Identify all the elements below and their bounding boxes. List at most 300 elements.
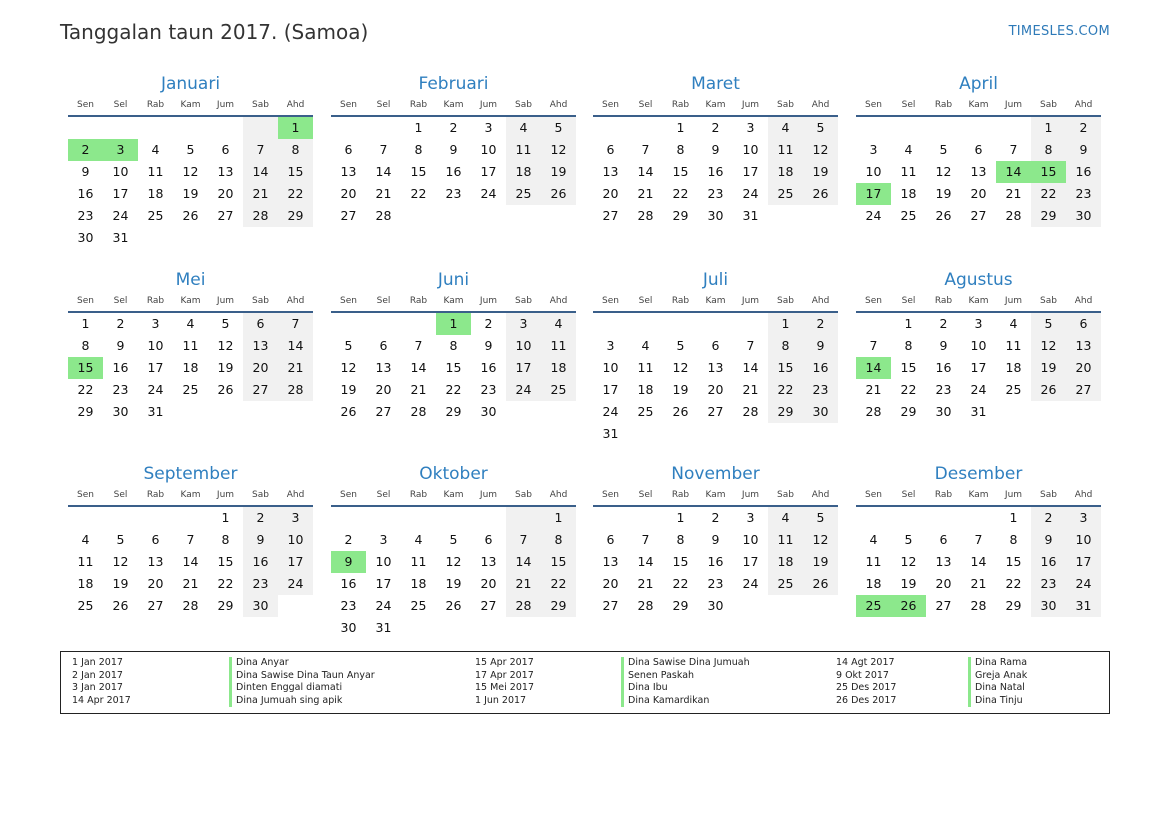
legend-date: 14 Apr 2017 — [72, 694, 131, 706]
day-cell: 6 — [484, 532, 493, 547]
day-cell: 22 — [410, 186, 427, 201]
day-cell: 11 — [768, 139, 803, 161]
weekday-header: Sab — [1031, 95, 1066, 117]
empty-cell — [628, 507, 663, 529]
day-cell: 23 — [1066, 183, 1101, 205]
weekday-header: Rab — [401, 95, 436, 117]
weekday-header: Rab — [926, 95, 961, 117]
weekday-header: Sen — [331, 95, 366, 117]
empty-cell — [366, 117, 401, 139]
day-cell: 12 — [541, 139, 576, 161]
weekday-header: Kam — [698, 95, 733, 117]
day-cell: 2 — [449, 120, 458, 135]
day-cell: 16 — [803, 357, 838, 379]
day-cell: 11 — [541, 335, 576, 357]
day-cell: 21 — [970, 576, 987, 591]
month-9 — [68, 463, 313, 617]
day-cell: 27 — [707, 404, 724, 419]
day-cell: 7 — [1009, 142, 1018, 157]
day-cell: 4 — [768, 117, 803, 139]
legend-holiday-name: Dinten Enggal diamati — [229, 682, 375, 695]
day-cell: 11 — [1005, 338, 1022, 353]
day-cell: 28 — [865, 404, 882, 419]
day-cell: 21 — [637, 576, 654, 591]
day-cell: 25 — [182, 382, 199, 397]
day-cell: 8 — [81, 338, 90, 353]
day-cell: 19 — [182, 186, 199, 201]
day-cell: 18 — [768, 551, 803, 573]
day-cell: 15 — [672, 164, 689, 179]
day-cell: 20 — [1066, 357, 1101, 379]
day-cell: 18 — [506, 161, 541, 183]
day-cell: 13 — [375, 360, 392, 375]
day-cell: 13 — [340, 164, 357, 179]
month-grid — [856, 291, 1101, 423]
day-cell: 10 — [742, 142, 759, 157]
weekday-header: Rab — [138, 95, 173, 117]
weekday-header: Sen — [68, 95, 103, 117]
day-cell: 31 — [147, 404, 164, 419]
legend-holiday-name: Dina Ibu — [621, 682, 750, 695]
legend-names-col-2 — [621, 657, 750, 707]
empty-cell — [593, 313, 628, 335]
day-cell: 19 — [1031, 357, 1066, 379]
day-cell: 16 — [340, 576, 357, 591]
day-cell: 8 — [414, 142, 423, 157]
day-cell: 9 — [449, 142, 458, 157]
day-cell: 10 — [1066, 529, 1101, 551]
day-cell: 28 — [742, 404, 759, 419]
day-cell: 22 — [77, 382, 94, 397]
weekday-header: Kam — [436, 485, 471, 507]
weekday-header: Rab — [138, 291, 173, 313]
day-cell: 6 — [939, 532, 948, 547]
day-cell: 29 — [77, 404, 94, 419]
day-cell: 17 — [742, 164, 759, 179]
day-cell: 21 — [410, 382, 427, 397]
month-5 — [68, 269, 313, 423]
day-cell: 8 — [1009, 532, 1018, 547]
day-cell: 17 — [742, 554, 759, 569]
empty-cell — [103, 117, 138, 139]
weekday-header: Rab — [926, 291, 961, 313]
day-cell: 12 — [935, 164, 952, 179]
day-cell: 17 — [480, 164, 497, 179]
day-cell: 18 — [147, 186, 164, 201]
day-cell: 18 — [1005, 360, 1022, 375]
empty-cell — [173, 507, 208, 529]
day-cell: 11 — [865, 554, 882, 569]
day-cell: 24 — [112, 208, 129, 223]
day-cell: 7 — [506, 529, 541, 551]
empty-cell — [663, 313, 698, 335]
empty-cell — [68, 117, 103, 139]
month-2 — [331, 73, 576, 227]
legend-holiday-name: Dina Sawise Dina Jumuah — [621, 657, 750, 670]
weekday-header: Sen — [331, 485, 366, 507]
day-cell: 9 — [1031, 529, 1066, 551]
weekday-header: Ahd — [541, 291, 576, 313]
weekday-header: Jum — [996, 95, 1031, 117]
day-cell: 12 — [445, 554, 462, 569]
day-cell: 16 — [77, 186, 94, 201]
day-cell: 3 — [869, 142, 878, 157]
day-cell: 19 — [803, 161, 838, 183]
day-cell: 28 — [410, 404, 427, 419]
day-cell: 14 — [410, 360, 427, 375]
day-cell: 4 — [151, 142, 160, 157]
legend-date: 17 Apr 2017 — [475, 669, 534, 681]
legend-date: 26 Des 2017 — [836, 694, 897, 706]
day-cell: 26 — [935, 208, 952, 223]
weekday-header: Sel — [891, 291, 926, 313]
day-cell: 25 — [768, 183, 803, 205]
day-cell: 27 — [340, 208, 357, 223]
month-grid — [593, 95, 838, 227]
weekday-header: Sen — [593, 485, 628, 507]
day-cell: 8 — [449, 338, 458, 353]
day-cell: 1 — [676, 510, 685, 525]
empty-cell — [366, 313, 401, 335]
day-cell: 20 — [480, 576, 497, 591]
day-cell: 6 — [606, 142, 615, 157]
day-cell: 4 — [81, 532, 90, 547]
day-cell: 18 — [541, 357, 576, 379]
day-cell: 7 — [379, 142, 388, 157]
month-name: Agustus — [944, 270, 1013, 290]
day-cell: 28 — [1005, 208, 1022, 223]
empty-cell — [856, 313, 891, 335]
holiday-day-cell: 1 — [436, 313, 471, 335]
day-cell: 16 — [1066, 161, 1101, 183]
day-cell: 9 — [711, 142, 720, 157]
empty-cell — [856, 507, 891, 529]
day-cell: 10 — [112, 164, 129, 179]
day-cell: 5 — [803, 117, 838, 139]
day-cell: 4 — [414, 532, 423, 547]
day-cell: 30 — [480, 404, 497, 419]
day-cell: 18 — [77, 576, 94, 591]
day-cell: 4 — [1009, 316, 1018, 331]
day-cell: 17 — [375, 576, 392, 591]
weekday-header: Ahd — [803, 485, 838, 507]
day-cell: 9 — [243, 529, 278, 551]
holiday-day-cell: 9 — [331, 551, 366, 573]
day-cell: 7 — [746, 338, 755, 353]
day-cell: 10 — [480, 142, 497, 157]
day-cell: 13 — [970, 164, 987, 179]
empty-cell — [436, 507, 471, 529]
day-cell: 15 — [672, 554, 689, 569]
day-cell: 4 — [506, 117, 541, 139]
day-cell: 20 — [602, 186, 619, 201]
day-cell: 18 — [865, 576, 882, 591]
day-cell: 23 — [935, 382, 952, 397]
day-cell: 11 — [147, 164, 164, 179]
day-cell: 17 — [278, 551, 313, 573]
legend-holiday-name: Greja Anak — [968, 670, 1027, 683]
month-name: November — [671, 464, 760, 484]
weekday-header: Rab — [663, 485, 698, 507]
day-cell: 9 — [116, 338, 125, 353]
day-cell: 22 — [768, 379, 803, 401]
day-cell: 3 — [151, 316, 160, 331]
day-cell: 2 — [803, 313, 838, 335]
month-4 — [856, 73, 1101, 227]
weekday-header: Kam — [961, 485, 996, 507]
day-cell: 15 — [541, 551, 576, 573]
legend-dates-col-1 — [72, 657, 131, 707]
day-cell: 15 — [410, 164, 427, 179]
day-cell: 14 — [637, 164, 654, 179]
day-cell: 8 — [676, 142, 685, 157]
weekday-header: Sel — [628, 485, 663, 507]
day-cell: 11 — [506, 139, 541, 161]
weekday-header: Ahd — [803, 95, 838, 117]
holiday-day-cell: 3 — [103, 139, 138, 161]
weekday-header: Sen — [856, 95, 891, 117]
weekday-header: Sab — [243, 95, 278, 117]
holiday-day-cell: 14 — [856, 357, 891, 379]
weekday-header: Sen — [68, 291, 103, 313]
legend-date: 15 Mei 2017 — [475, 682, 534, 694]
weekday-header: Ahd — [541, 485, 576, 507]
month-name: Juni — [437, 270, 470, 290]
weekday-header: Jum — [733, 95, 768, 117]
day-cell: 11 — [182, 338, 199, 353]
empty-cell — [926, 507, 961, 529]
day-cell: 30 — [707, 598, 724, 613]
month-8 — [856, 269, 1101, 423]
day-cell: 23 — [707, 186, 724, 201]
weekday-header: Sab — [1031, 291, 1066, 313]
day-cell: 21 — [375, 186, 392, 201]
day-cell: 7 — [641, 142, 650, 157]
day-cell: 22 — [672, 576, 689, 591]
month-name: April — [959, 74, 998, 94]
day-cell: 6 — [711, 338, 720, 353]
day-cell: 12 — [672, 360, 689, 375]
day-cell: 6 — [379, 338, 388, 353]
day-cell: 7 — [243, 139, 278, 161]
day-cell: 5 — [344, 338, 353, 353]
weekday-header: Sel — [103, 485, 138, 507]
day-cell: 8 — [1031, 139, 1066, 161]
weekday-header: Sab — [768, 485, 803, 507]
weekday-header: Ahd — [278, 291, 313, 313]
day-cell: 22 — [541, 573, 576, 595]
page-title: Tanggalan taun 2017. (Samoa) — [60, 20, 369, 44]
day-cell: 26 — [112, 598, 129, 613]
legend-holiday-name: Dina Kamardikan — [621, 695, 750, 708]
month-name: Februari — [418, 74, 489, 94]
empty-cell — [331, 117, 366, 139]
day-cell: 7 — [278, 313, 313, 335]
day-cell: 9 — [1066, 139, 1101, 161]
holiday-day-cell: 15 — [1031, 161, 1066, 183]
weekday-header: Jum — [471, 291, 506, 313]
day-cell: 26 — [672, 404, 689, 419]
day-cell: 4 — [641, 338, 650, 353]
holiday-day-cell: 25 — [856, 595, 891, 617]
weekday-header: Jum — [733, 291, 768, 313]
day-cell: 13 — [147, 554, 164, 569]
empty-cell — [996, 117, 1031, 139]
day-cell: 9 — [939, 338, 948, 353]
day-cell: 10 — [602, 360, 619, 375]
day-cell: 10 — [865, 164, 882, 179]
weekday-header: Sel — [366, 95, 401, 117]
day-cell: 15 — [217, 554, 234, 569]
day-cell: 3 — [379, 532, 388, 547]
day-cell: 24 — [742, 186, 759, 201]
month-name: Juli — [702, 270, 729, 290]
day-cell: 28 — [243, 205, 278, 227]
day-cell: 19 — [217, 360, 234, 375]
day-cell: 3 — [606, 338, 615, 353]
month-11 — [593, 463, 838, 617]
day-cell: 28 — [506, 595, 541, 617]
day-cell: 21 — [182, 576, 199, 591]
day-cell: 19 — [803, 551, 838, 573]
weekday-header: Sab — [506, 291, 541, 313]
day-cell: 1 — [414, 120, 423, 135]
day-cell: 31 — [375, 620, 392, 635]
day-cell: 29 — [278, 205, 313, 227]
day-cell: 29 — [900, 404, 917, 419]
day-cell: 20 — [602, 576, 619, 591]
legend-dates-col-3 — [836, 657, 896, 707]
day-cell: 27 — [147, 598, 164, 613]
day-cell: 26 — [803, 183, 838, 205]
weekday-header: Sab — [506, 485, 541, 507]
day-cell: 5 — [541, 117, 576, 139]
weekday-header: Rab — [663, 291, 698, 313]
day-cell: 7 — [641, 532, 650, 547]
day-cell: 14 — [182, 554, 199, 569]
day-cell: 24 — [970, 382, 987, 397]
day-cell: 22 — [672, 186, 689, 201]
day-cell: 13 — [707, 360, 724, 375]
day-cell: 30 — [935, 404, 952, 419]
day-cell: 12 — [900, 554, 917, 569]
weekday-header: Kam — [698, 485, 733, 507]
day-cell: 20 — [340, 186, 357, 201]
day-cell: 5 — [221, 316, 230, 331]
day-cell: 21 — [742, 382, 759, 397]
day-cell: 9 — [711, 532, 720, 547]
day-cell: 17 — [602, 382, 619, 397]
empty-cell — [628, 117, 663, 139]
day-cell: 23 — [707, 576, 724, 591]
day-cell: 16 — [480, 360, 497, 375]
legend-holiday-name: Dina Natal — [968, 682, 1027, 695]
weekday-header: Ahd — [278, 485, 313, 507]
day-cell: 18 — [768, 161, 803, 183]
weekday-header: Sen — [593, 95, 628, 117]
holiday-day-cell: 26 — [891, 595, 926, 617]
day-cell: 26 — [340, 404, 357, 419]
day-cell: 19 — [672, 382, 689, 397]
day-cell: 4 — [768, 507, 803, 529]
day-cell: 24 — [147, 382, 164, 397]
month-7 — [593, 269, 838, 445]
day-cell: 1 — [768, 313, 803, 335]
day-cell: 5 — [1031, 313, 1066, 335]
day-cell: 20 — [935, 576, 952, 591]
day-cell: 23 — [1031, 573, 1066, 595]
day-cell: 29 — [768, 401, 803, 423]
day-cell: 7 — [869, 338, 878, 353]
weekday-header: Sen — [68, 485, 103, 507]
day-cell: 2 — [1031, 507, 1066, 529]
holiday-day-cell: 15 — [68, 357, 103, 379]
day-cell: 29 — [672, 598, 689, 613]
empty-cell — [926, 117, 961, 139]
day-cell: 23 — [445, 186, 462, 201]
weekday-header: Sab — [768, 291, 803, 313]
day-cell: 16 — [1031, 551, 1066, 573]
day-cell: 20 — [147, 576, 164, 591]
day-cell: 24 — [865, 208, 882, 223]
weekday-header: Jum — [208, 291, 243, 313]
day-cell: 29 — [445, 404, 462, 419]
day-cell: 5 — [904, 532, 913, 547]
day-cell: 9 — [81, 164, 90, 179]
holiday-day-cell: 2 — [68, 139, 103, 161]
day-cell: 19 — [445, 576, 462, 591]
weekday-header: Kam — [173, 291, 208, 313]
weekday-header: Sel — [103, 95, 138, 117]
weekday-header: Kam — [173, 95, 208, 117]
day-cell: 2 — [344, 532, 353, 547]
empty-cell — [173, 117, 208, 139]
month-6 — [331, 269, 576, 423]
day-cell: 25 — [1005, 382, 1022, 397]
day-cell: 3 — [484, 120, 493, 135]
holiday-day-cell: 14 — [996, 161, 1031, 183]
day-cell: 7 — [974, 532, 983, 547]
day-cell: 22 — [445, 382, 462, 397]
day-cell: 19 — [340, 382, 357, 397]
day-cell: 6 — [974, 142, 983, 157]
day-cell: 2 — [484, 316, 493, 331]
day-cell: 12 — [217, 338, 234, 353]
day-cell: 30 — [803, 401, 838, 423]
day-cell: 27 — [602, 598, 619, 613]
site-brand-link[interactable]: TIMESLES.COM — [1008, 24, 1110, 39]
weekday-header: Jum — [471, 95, 506, 117]
weekday-header: Sab — [768, 95, 803, 117]
day-cell: 5 — [116, 532, 125, 547]
day-cell: 22 — [1031, 183, 1066, 205]
weekday-header: Sab — [506, 95, 541, 117]
empty-cell — [208, 117, 243, 139]
day-cell: 5 — [939, 142, 948, 157]
month-grid — [331, 95, 576, 227]
day-cell: 11 — [77, 554, 94, 569]
weekday-header: Ahd — [278, 95, 313, 117]
day-cell: 15 — [900, 360, 917, 375]
day-cell: 29 — [672, 208, 689, 223]
day-cell: 27 — [602, 208, 619, 223]
month-12 — [856, 463, 1101, 617]
day-cell: 25 — [768, 573, 803, 595]
month-grid — [856, 485, 1101, 617]
day-cell: 25 — [147, 208, 164, 223]
day-cell: 22 — [1005, 576, 1022, 591]
day-cell: 30 — [1066, 205, 1101, 227]
